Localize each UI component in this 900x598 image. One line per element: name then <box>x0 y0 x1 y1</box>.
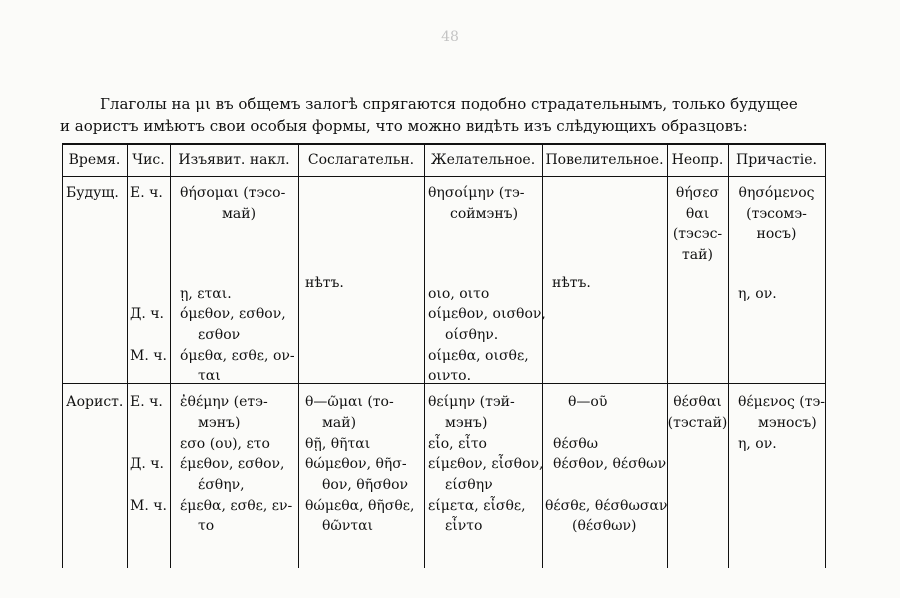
aorist-opt-line: εἶντο <box>445 518 483 534</box>
header-participle: Причастіе. <box>736 152 817 168</box>
aorist-ind-line: мэнъ) <box>198 415 241 431</box>
future-subjunctive-none: нѣтъ. <box>305 275 344 291</box>
aorist-subj-line: θῶνται <box>322 518 374 534</box>
aorist-opt-line: мэнъ) <box>445 415 488 431</box>
aorist-subj-line: θώμεθα, θῆσθε, <box>305 498 415 514</box>
aorist-subj-line: θῇ, θῆται <box>305 436 371 452</box>
col-divider-4 <box>424 143 425 568</box>
future-imperative-none: нѣтъ. <box>552 275 591 291</box>
table-right-rule <box>825 143 826 568</box>
col-divider-1 <box>127 143 128 568</box>
intro-line-1: Глаголы на μι въ общемъ залогѣ спрягаются подобно страдательнымъ, только будущее <box>100 95 798 113</box>
future-ind-line: май) <box>222 206 257 222</box>
future-opt-line: οίσθην. <box>445 327 499 343</box>
future-part-line: θησόμενος <box>738 185 815 201</box>
aorist-part-line: мэносъ) <box>758 415 817 431</box>
future-inf-line: θήσεσ <box>675 185 720 201</box>
future-opt-line: θησοίμην (тэ- <box>428 185 525 201</box>
aorist-subj-line: θ—ῶμαι (то- <box>305 394 394 410</box>
aorist-inf-line: (тэстай) <box>667 415 728 431</box>
header-time: Время. <box>68 152 121 168</box>
future-opt-line: οιντο. <box>428 368 472 384</box>
aorist-ind-line: ἐθέμην (етэ- <box>180 394 268 410</box>
aorist-imp-line: θέσθω <box>553 436 599 452</box>
header-bottom-rule <box>62 176 826 177</box>
future-ind-line: ται <box>198 368 221 384</box>
future-num-dual: Д. ч. <box>130 306 164 322</box>
aorist-ind-line: έμεθα, εσθε, εν- <box>180 498 293 514</box>
col-divider-5 <box>542 143 543 568</box>
header-optative: Желательное. <box>430 152 536 168</box>
future-opt-line: οίμεθα, οισθε, <box>428 348 529 364</box>
aorist-part-line: θέμενος (тэ- <box>738 394 826 410</box>
future-opt-line: οιο, οιτο <box>428 286 490 302</box>
aorist-num-singular: Е. ч. <box>130 394 163 410</box>
future-tense-label: Будущ. <box>66 185 119 201</box>
future-ind-line: όμεθα, εσθε, ον- <box>180 348 295 364</box>
intro-line-2: и аористъ имѣютъ свои особыя формы, что можно видѣть изъ слѣдующихъ образцовъ: <box>60 117 748 135</box>
col-divider-3 <box>298 143 299 568</box>
col-divider-2 <box>170 143 171 568</box>
future-ind-line: εσθον <box>198 327 241 343</box>
future-ind-line: ῃ, εται. <box>180 286 232 302</box>
future-ind-line: όμεθον, εσθον, <box>180 306 286 322</box>
aorist-imp-line: θ—οῦ <box>568 394 608 410</box>
header-subjunctive: Сослагательн. <box>307 152 415 168</box>
header-number: Чис. <box>132 152 165 168</box>
future-opt-line: οίμεθον, οισθον, <box>428 306 546 322</box>
page-number: 48 <box>441 29 459 45</box>
aorist-tense-label: Аорист. <box>66 394 124 410</box>
aorist-imp-line: θέσθον, θέσθων <box>553 456 667 472</box>
aorist-opt-line: είμεθον, εἶσθον, <box>428 456 544 472</box>
aorist-inf-line: θέσθαι <box>673 394 722 410</box>
aorist-ind-line: το <box>198 518 215 534</box>
aorist-ind-line: έμεθον, εσθον, <box>180 456 285 472</box>
aorist-opt-line: θείμην (тэй- <box>428 394 515 410</box>
future-num-plural: М. ч. <box>130 348 167 364</box>
aorist-imp-line: (θέσθων) <box>572 518 637 534</box>
future-part-line: η, ον. <box>738 286 777 302</box>
aorist-ind-line: εσο (ου), ετο <box>180 436 270 452</box>
future-inf-line: тай) <box>682 247 713 263</box>
aorist-num-dual: Д. ч. <box>130 456 164 472</box>
table-left-rule <box>62 143 63 568</box>
aorist-subj-line: θον, θῆσθον <box>322 477 409 493</box>
aorist-opt-line: εἶο, εἶτο <box>428 436 487 452</box>
future-opt-line: соймэнъ) <box>450 206 519 222</box>
future-num-singular: Е. ч. <box>130 185 163 201</box>
future-ind-line: θήσομαι (тэсо- <box>180 185 286 201</box>
aorist-subj-line: θώμεθον, θῆσ- <box>305 456 407 472</box>
future-inf-line: θαι <box>685 206 710 222</box>
aorist-opt-line: είσθην <box>445 477 493 493</box>
table-top-rule <box>62 143 826 145</box>
header-indicative: Изъявит. накл. <box>178 152 290 168</box>
aorist-opt-line: είμετα, εἶσθε, <box>428 498 526 514</box>
aorist-imp-line: θέσθε, θέσθωσαν <box>545 498 668 514</box>
header-infinitive: Неопр. <box>671 152 724 168</box>
future-part-line: (тэсомэ- <box>746 206 807 222</box>
future-part-line: носъ) <box>756 226 797 242</box>
aorist-ind-line: έσθην, <box>198 477 245 493</box>
header-imperative: Повелительное. <box>545 152 664 168</box>
aorist-subj-line: май) <box>322 415 357 431</box>
aorist-part-line: η, ον. <box>738 436 777 452</box>
future-inf-line: (тэсэс- <box>672 226 723 242</box>
aorist-num-plural: М. ч. <box>130 498 167 514</box>
